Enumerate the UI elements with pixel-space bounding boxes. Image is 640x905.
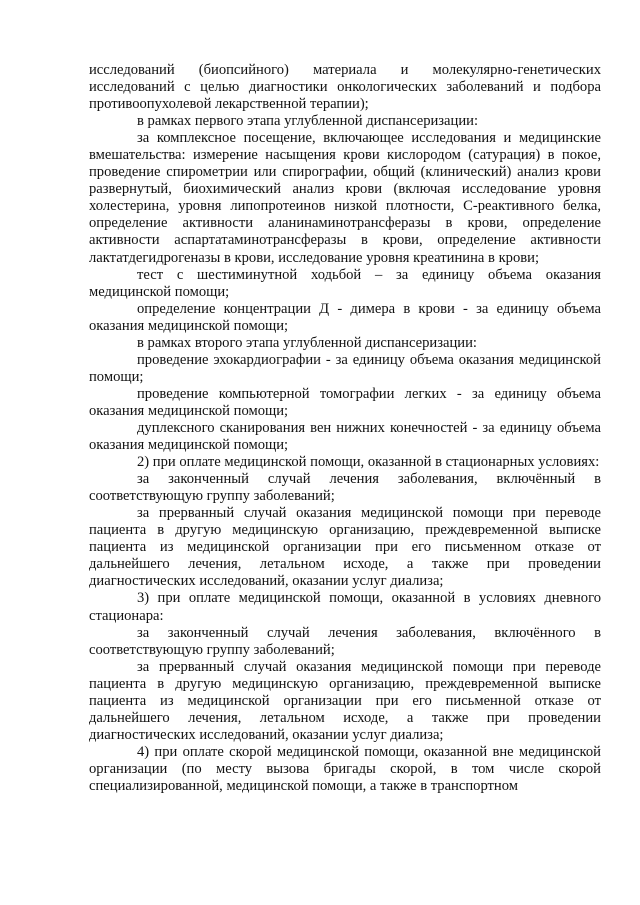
paragraph: за законченный случай лечения заболевания, включённый в соответствующую группу заболеваний; bbox=[89, 471, 601, 505]
paragraph: в рамках второго этапа углубленной диспансеризации: bbox=[137, 334, 477, 351]
paragraph: за комплексное посещение, включающее исследования и медицинские вмешательства: измерение насыщения крови кислородом (сатурация) в покое, проведение спирометрии или спирографии, общий (клинический) анализ крови развернутый, биохимический анализ крови (включая исследование уровня холестерина, уровня липопротеинов низкой плотности, С-реактивного белка, определение активности аланинаминотрансферазы в крови, определение активности аспартатаминотрансферазы в крови, определение активности лактатдегидрогеназы в крови, исследование уровня креатинина в крови; bbox=[89, 130, 601, 266]
paragraph: проведение эхокардиографии - за единицу объема оказания медицинской помощи; bbox=[89, 351, 601, 385]
paragraph: 3) при оплате медицинской помощи, оказанной в условиях дневного стационара: bbox=[89, 590, 601, 624]
document-page bbox=[89, 62, 601, 795]
paragraph: за прерванный случай оказания медицинской помощи при переводе пациента в другую медицинскую организацию, преждевременной выписке пациента из медицинской организации при его письменном отказе от дальнейшего лечения, летальном исходе, а также при проведении диагностических исследований, оказании услуг диализа; bbox=[89, 505, 601, 590]
paragraph: определение концентрации Д - димера в крови - за единицу объема оказания медицинской помощи; bbox=[89, 300, 601, 334]
paragraph: тест с шестиминутной ходьбой – за единицу объема оказания медицинской помощи; bbox=[89, 266, 601, 300]
paragraph: дуплексного сканирования вен нижних конечностей - за единицу объема оказания медицинской помощи; bbox=[89, 419, 601, 454]
paragraph: за прерванный случай оказания медицинской помощи при переводе пациента в другую медицинскую организацию, преждевременной выписке пациента из медицинской организации при его письменной отказе от дальнейшего лечения, летальном исходе, а также при проведении диагностических исследований, оказании услуг диализа; bbox=[89, 658, 601, 743]
paragraph: за законченный случай лечения заболевания, включённого в соответствующую группу заболеваний; bbox=[89, 624, 601, 658]
paragraph: исследований (биопсийного) материала и молекулярно-генетических исследований с целью диагностики онкологических заболеваний и подбора противоопухолевой лекарственной терапии); bbox=[89, 62, 601, 113]
paragraph: в рамках первого этапа углубленной диспансеризации: bbox=[137, 113, 479, 130]
paragraph: 2) при оплате медицинской помощи, оказанной в стационарных условиях: bbox=[137, 454, 600, 471]
paragraph: 4) при оплате скорой медицинской помощи, оказанной вне медицинской организации (по месту вызова бригады скорой, в том числе скорой специализированной, медицинской помощи, а также в транспортном bbox=[89, 743, 601, 794]
paragraph: проведение компьютерной томографии легких - за единицу объема оказания медицинской помощи; bbox=[89, 385, 601, 419]
